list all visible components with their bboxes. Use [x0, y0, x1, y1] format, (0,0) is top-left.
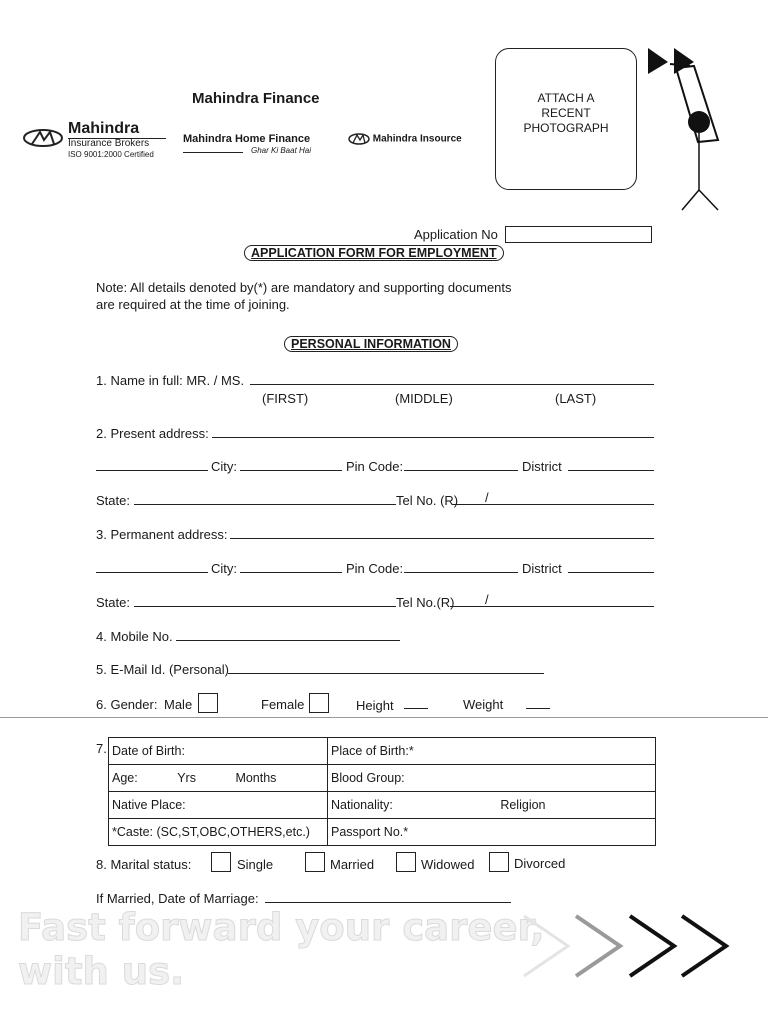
present-tel-input[interactable]	[452, 504, 654, 505]
mobile-label: 4. Mobile No.	[96, 629, 173, 644]
item-7-label: 7.	[96, 741, 107, 756]
weight-input[interactable]	[526, 708, 550, 709]
present-city-input[interactable]	[240, 470, 342, 471]
present-state-label: State:	[96, 493, 130, 508]
present-address-input[interactable]	[212, 437, 654, 438]
blood-group-cell[interactable]: Blood Group:	[328, 765, 656, 792]
note-line-2: are required at the time of joining.	[96, 297, 290, 312]
present-tel-slash: /	[485, 490, 489, 505]
permanent-state-label: State:	[96, 595, 130, 610]
permanent-city-input[interactable]	[240, 572, 342, 573]
permanent-pin-code-label: Pin Code:	[346, 561, 404, 576]
native-place-cell[interactable]: Native Place:	[109, 792, 328, 819]
permanent-address-input[interactable]	[230, 538, 654, 539]
application-no-label: Application No	[414, 227, 498, 242]
present-pin-code-label: Pin Code:	[346, 459, 404, 474]
table-row	[109, 819, 656, 846]
photo-attach-box[interactable]: ATTACH A RECENT PHOTOGRAPH	[495, 48, 637, 190]
present-address-label: 2. Present address:	[96, 426, 209, 441]
mahindra-home-finance-logo: Mahindra Home Finance Ghar Ki Baat Hai	[183, 133, 312, 155]
divorced-checkbox[interactable]	[489, 852, 509, 872]
email-label: 5. E-Mail Id. (Personal)	[96, 662, 229, 677]
gender-label: 6. Gender:	[96, 697, 158, 712]
watermark-slogan: Fast forward your career, with us.	[18, 906, 545, 993]
single-checkbox[interactable]	[211, 852, 231, 872]
section-title-personal-information: PERSONAL INFORMATION	[284, 336, 458, 352]
permanent-city-label: City:	[211, 561, 237, 576]
date-of-marriage-input[interactable]	[265, 902, 511, 903]
permanent-address-label: 3. Permanent address:	[96, 527, 228, 542]
marital-status-label: 8. Marital status:	[96, 857, 192, 872]
male-label: Male	[164, 697, 193, 712]
permanent-pin-code-input[interactable]	[404, 572, 518, 573]
stick-figure-flag-icon	[640, 40, 730, 220]
nationality-religion-cell[interactable]: Nationality: Religion	[328, 792, 656, 819]
age-cell[interactable]: Age: Yrs Months	[109, 765, 328, 792]
weight-label: Weight	[463, 697, 504, 712]
married-label: Married	[330, 857, 375, 872]
permanent-tel-slash: /	[485, 592, 489, 607]
last-name-caption: (LAST)	[555, 391, 597, 406]
mobile-input[interactable]	[176, 640, 400, 641]
female-checkbox[interactable]	[309, 693, 329, 713]
married-checkbox[interactable]	[305, 852, 325, 872]
place-of-birth-cell[interactable]: Place of Birth:*	[328, 738, 656, 765]
table-row	[109, 738, 656, 765]
height-label: Height	[356, 698, 394, 713]
mahindra-emblem-small-icon	[348, 133, 370, 145]
single-label: Single	[237, 857, 274, 872]
note-line-1: Note: All details denoted by(*) are mandatory and supporting documents	[96, 280, 512, 295]
present-tel-label: Tel No. (R)	[396, 493, 459, 508]
present-pin-code-input[interactable]	[404, 470, 518, 471]
form-title: APPLICATION FORM FOR EMPLOYMENT	[244, 245, 504, 261]
permanent-district-label: District	[522, 561, 562, 576]
mahindra-emblem-icon	[22, 128, 64, 148]
first-name-caption: (FIRST)	[262, 391, 309, 406]
male-checkbox[interactable]	[198, 693, 218, 713]
personal-details-table	[108, 737, 656, 846]
mahindra-insurance-logo: Mahindra Insurance Brokers ISO 9001:2000 Certified	[22, 122, 172, 164]
present-address-line2-input[interactable]	[96, 470, 208, 471]
table-row	[109, 792, 656, 819]
present-district-label: District	[522, 459, 562, 474]
email-input[interactable]	[228, 673, 544, 674]
name-input[interactable]	[250, 384, 654, 385]
present-district-input[interactable]	[568, 470, 654, 471]
table-row	[109, 765, 656, 792]
name-label: 1. Name in full: MR. / MS.	[96, 373, 245, 388]
mahindra-finance-logo: Mahindra Finance	[192, 90, 320, 107]
passport-cell[interactable]: Passport No.*	[328, 819, 656, 846]
fast-forward-chevrons-icon	[518, 910, 738, 980]
permanent-tel-input[interactable]	[450, 606, 654, 607]
dob-cell[interactable]: Date of Birth:	[109, 738, 328, 765]
permanent-state-input[interactable]	[134, 606, 396, 607]
widowed-label: Widowed	[421, 857, 475, 872]
height-input[interactable]	[404, 708, 428, 709]
mahindra-insource-logo: Mahindra Insource	[348, 133, 462, 145]
date-of-marriage-label: If Married, Date of Marriage:	[96, 891, 259, 906]
caste-cell[interactable]: *Caste: (SC,ST,OBC,OTHERS,etc.)	[109, 819, 328, 846]
permanent-tel-label: Tel No.(R)	[396, 595, 455, 610]
permanent-district-input[interactable]	[568, 572, 654, 573]
divorced-label: Divorced	[514, 856, 566, 871]
permanent-address-line2-input[interactable]	[96, 572, 208, 573]
female-label: Female	[261, 697, 305, 712]
page-divider	[0, 717, 768, 718]
present-state-input[interactable]	[134, 504, 396, 505]
present-city-label: City:	[211, 459, 237, 474]
widowed-checkbox[interactable]	[396, 852, 416, 872]
application-no-input[interactable]	[505, 226, 652, 243]
middle-name-caption: (MIDDLE)	[395, 391, 453, 406]
